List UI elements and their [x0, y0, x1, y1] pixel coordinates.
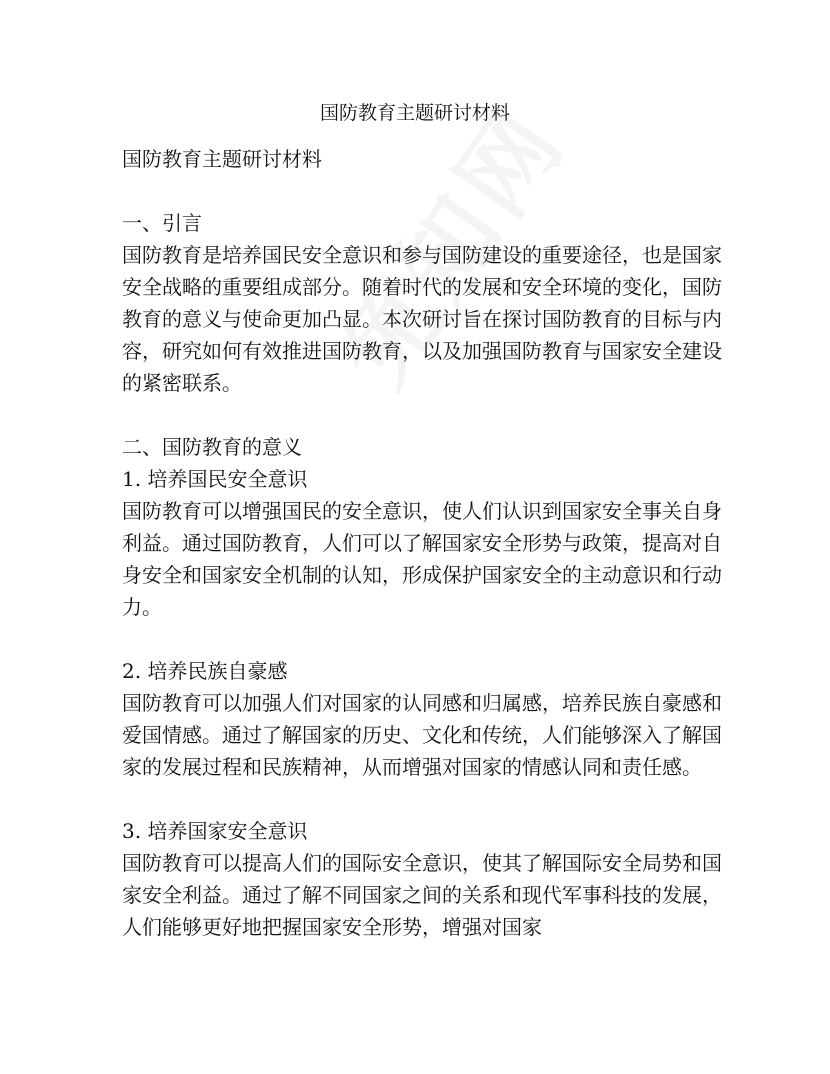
spacer [122, 175, 722, 207]
subsection-heading-1: 1. 培养国民安全意识 [122, 467, 308, 491]
page-header-title: 国防教育主题研讨材料 [319, 102, 510, 124]
subsection-heading-2: 2. 培养民族自豪感 [122, 659, 288, 683]
subsection-paragraph-2: 国防教育可以加强人们对国家的认同感和归属感，培养民族自豪感和爱国情感。通过了解国家的历史、文化和传统，人们能够深入了解国家的发展过程和民族精神，从而增强对国家的情感认同和责任感。 [122, 691, 722, 779]
spacer [122, 623, 722, 655]
document-title: 国防教育主题研讨材料 [122, 147, 322, 171]
subsection-paragraph-3: 国防教育可以提高人们的国际安全意识，使其了解国际安全局势和国家安全利益。通过了解不同国家之间的关系和现代军事科技的发展，人们能够更好地把握国家安全形势，增强对国家 [122, 851, 722, 939]
subsection-heading-3: 3. 培养国家安全意识 [122, 819, 308, 843]
intro-paragraph: 国防教育是培养国民安全意识和参与国防建设的重要途径，也是国家安全战略的重要组成部分。随着时代的发展和安全环境的变化，国防教育的意义与使命更加凸显。本次研讨旨在探讨国防教育的目标与内容，研究如何有效推进国防教育，以及加强国防教育与国家安全建设的紧密联系。 [122, 243, 722, 395]
section-heading-significance: 二、国防教育的意义 [122, 435, 302, 459]
spacer [122, 783, 722, 815]
subsection-paragraph-1: 国防教育可以增强国民的安全意识，使人们认识到国家安全事关自身利益。通过国防教育，人们可以了解国家安全形势与政策，提高对自身安全和国家安全机制的认知，形成保护国家安全的主动意识和行动力。 [122, 499, 722, 619]
section-heading-intro: 一、引言 [122, 211, 202, 235]
document-body [122, 143, 722, 943]
spacer [122, 399, 722, 431]
